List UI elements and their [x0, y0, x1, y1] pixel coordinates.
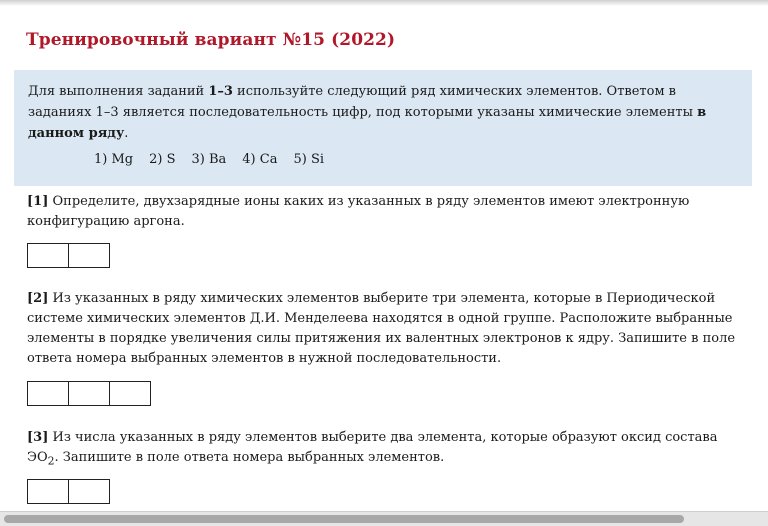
element-item: 2) S [149, 152, 176, 167]
task-1 [27, 192, 749, 232]
intro-box [14, 70, 752, 186]
task-2 [27, 289, 749, 369]
top-strip [0, 0, 768, 6]
answer-cell[interactable] [27, 243, 69, 268]
scrollbar-thumb[interactable] [4, 515, 684, 523]
answer-cell[interactable] [109, 381, 151, 406]
answer-field-3[interactable] [27, 479, 110, 504]
task-number: [1] [27, 194, 49, 209]
task-text-a: Из числа указанных в ряду элементов выберите два элемента, которые образуют оксид состава ЭО [27, 430, 718, 465]
element-item: 5) Si [293, 152, 325, 167]
intro-bold2: в данном ряду [28, 105, 707, 141]
task-text: Определите, двухзарядные ионы каких из указанных в ряду элементов имеют электронную конфигурацию аргона. [27, 194, 690, 229]
task-text-b: . Запишите в поле ответа номера выбранных элементов. [54, 450, 445, 465]
element-item: 4) Ca [242, 152, 278, 167]
answer-cell[interactable] [68, 381, 110, 406]
task-number: [2] [27, 291, 49, 306]
answer-cell[interactable] [27, 479, 69, 504]
intro-part1: Для выполнения заданий [28, 84, 209, 99]
page-title: Тренировочный вариант №15 (2022) [26, 30, 396, 50]
answer-field-1[interactable] [27, 243, 110, 268]
element-item: 3) Ba [191, 152, 227, 167]
answer-cell[interactable] [68, 479, 110, 504]
intro-part2: используйте следующий ряд химических элементов. Ответом в заданиях 1–3 является последовательность цифр, под которыми указаны химические элементы [28, 84, 698, 120]
answer-cell[interactable] [68, 243, 110, 268]
task-3 [27, 428, 749, 472]
horizontal-scrollbar[interactable] [0, 511, 768, 526]
intro-part3: . [124, 126, 129, 141]
answer-field-2[interactable] [27, 381, 151, 406]
intro-text [28, 81, 740, 144]
formula-subscript: 2 [47, 454, 55, 468]
element-item: 1) Mg [94, 152, 134, 167]
intro-bold1: 1–3 [208, 84, 233, 99]
answer-cell[interactable] [27, 381, 69, 406]
task-text: Из указанных в ряду химических элементов выберите три элемента, которые в Периодической системе химических элементов Д.И. Менделеева находятся в одной группе. Расположите выбранные элементы в порядке увеличения силы притяжения их валентных электронов к ядру. Запишите в поле ответа номера выбранных элементов в нужной последовательности. [27, 291, 736, 366]
task-number: [3] [27, 430, 49, 445]
element-list [94, 152, 740, 167]
